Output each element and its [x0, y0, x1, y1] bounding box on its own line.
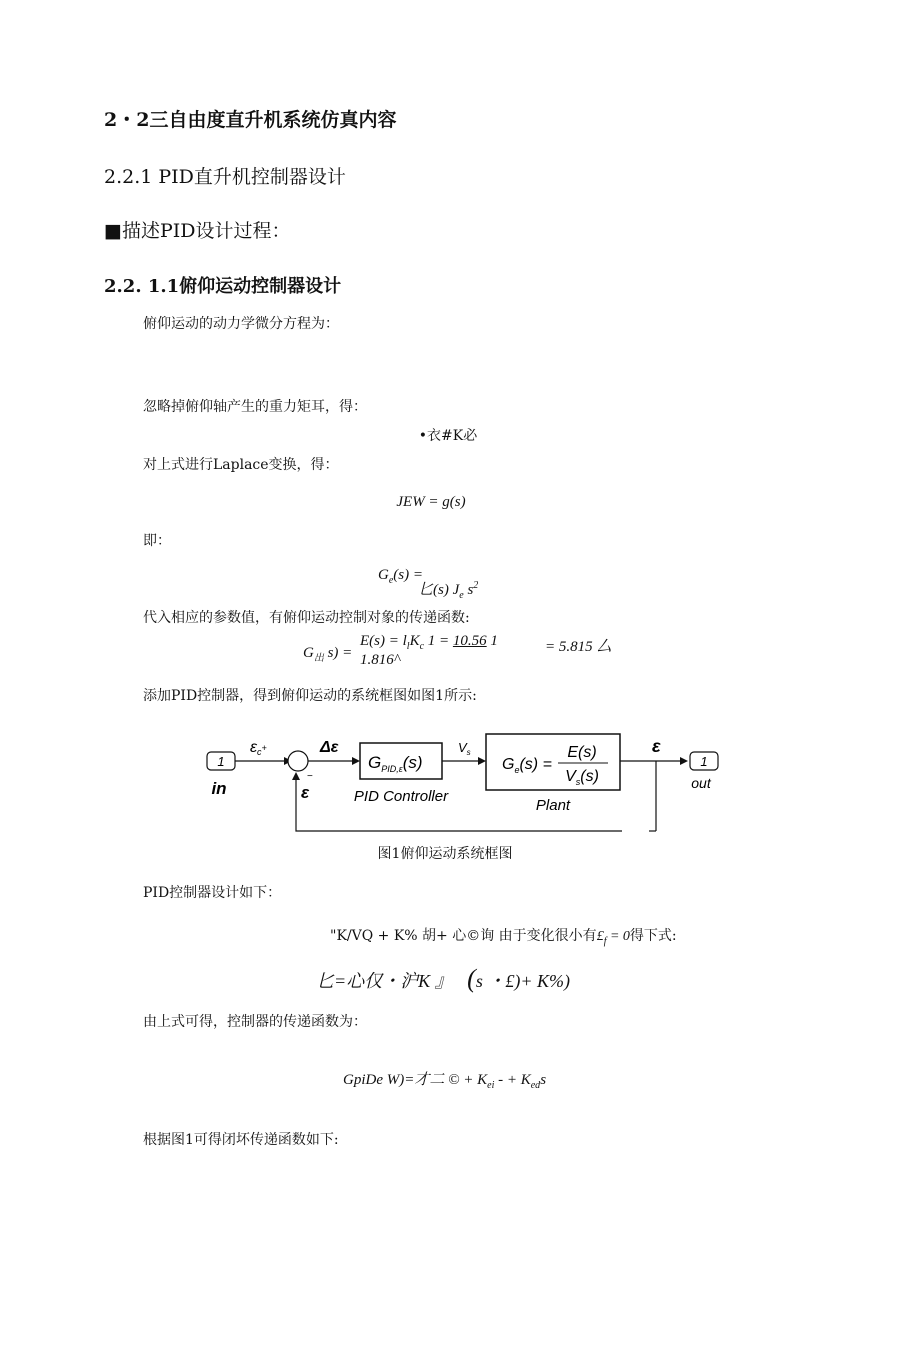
paragraph-ignore-gravity: 忽略掉俯仰轴产生的重力矩耳，得：	[143, 399, 367, 415]
output-eps-label: ε	[652, 736, 661, 756]
paragraph-add-pid: 添加PID控制器，得到俯仰运动的系统框图如图1所示:	[143, 688, 477, 704]
error-arrow	[352, 757, 360, 765]
figure-caption: 图1俯仰运动系统框图	[377, 846, 513, 862]
equation-5: "K/VQ + K% 胡+ 心©询 由于变化很小有$£_f = 0$得下式:	[330, 928, 677, 947]
pid-transfer: $G_{PID,\varepsilon}(s)$	[368, 753, 423, 774]
plant-denominator: $V_s(s)$	[565, 768, 599, 787]
feedback-eps-label: ε	[301, 783, 310, 802]
plant-label: Plant	[535, 797, 571, 814]
equation-1: •衣#K必	[418, 428, 478, 444]
equation-6: 匕=心仅・沪K 』 (s ・£)+ K%)	[316, 964, 570, 993]
minus-sign: −	[307, 771, 313, 782]
vs-label: $V_s$	[458, 740, 471, 757]
paragraph-ie: 即：	[143, 533, 171, 549]
subsection-heading: 2.2.1 PID直升机控制器设计	[104, 166, 346, 188]
out-port-label: out	[691, 775, 711, 791]
plant-transfer: $G_e(s)$ =	[502, 756, 552, 775]
section-heading: 2・2三自由度直升机系统仿真内容	[104, 109, 397, 131]
paragraph-controller-tf: 由上式可得，控制器的传递函数为：	[143, 1014, 367, 1030]
in-port-number: 1	[217, 754, 225, 769]
control-arrow	[478, 757, 486, 765]
summing-junction	[288, 751, 308, 771]
task-heading: ■描述PID设计过程：	[104, 220, 291, 242]
paragraph-laplace: 对上式进行Laplace变换，得：	[143, 457, 339, 473]
pid-label: PID Controller	[353, 788, 449, 805]
feedback-arrow	[292, 772, 300, 780]
equation-2: JEW = g(s)	[396, 494, 466, 510]
equation-4-numerator: $E(s) = l_lK_c$ 1 = 10.56 1	[360, 633, 498, 652]
plant-numerator: E(s)	[567, 744, 597, 761]
delta-eps-label: Δε	[320, 739, 339, 756]
equation-7: GpiDe W)=才二 © + $K_{ei}$ - + $K_{ed}s$	[343, 1072, 547, 1091]
block-diagram	[200, 728, 730, 838]
equation-4-result: = 5.815 厶	[545, 639, 612, 655]
equation-4-denominator: 1.816^	[360, 652, 401, 668]
paragraph-closed-loop: 根据图1可得闭坏传递函数如下:	[143, 1132, 339, 1148]
equation-3: $G_e(s)$ =	[378, 567, 423, 586]
in-port-label: in	[211, 779, 227, 798]
paragraph-pid-design: PID控制器设计如下：	[143, 885, 282, 901]
paragraph-dynamics: 俯仰运动的动力学微分方程为：	[143, 316, 339, 332]
equation-4-lhs: $G_出$ s) =	[303, 645, 353, 664]
equation-3-rhs: 匕(s) $J_e$ $s^2$	[418, 580, 479, 601]
output-arrow	[680, 757, 688, 765]
out-port-number: 1	[700, 754, 708, 769]
eps-c-label: εc+	[250, 739, 267, 757]
paragraph-params: 代入相应的参数值，有俯仰运动控制对象的传递函数:	[143, 610, 470, 626]
subsubsection-heading: 2.2. 1.1俯仰运动控制器设计	[104, 276, 342, 297]
